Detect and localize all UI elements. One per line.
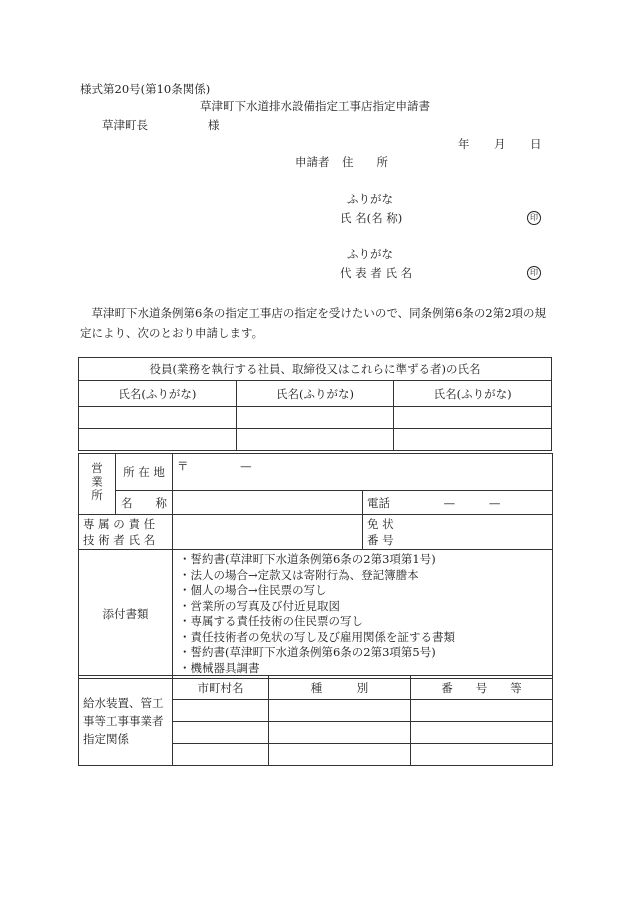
attachment-item: ・責任技術者の免状の写し及び雇用関係を証する書類: [179, 629, 455, 644]
attachments-list: [179, 552, 546, 676]
municipality-cell[interactable]: [173, 722, 269, 744]
phone-dash: —: [443, 495, 456, 510]
form-number: 様式第20号(第10条関係): [80, 82, 211, 96]
license-label-1: 免 状: [367, 517, 394, 531]
attachments-list-cell: [173, 550, 553, 679]
officers-header: 役員(業務を執行する社員、取締役又はこれらに準ずる者)の氏名: [79, 358, 552, 381]
municipality-cell[interactable]: [173, 744, 269, 766]
water-supply-table: [78, 675, 553, 766]
office-name-field[interactable]: [173, 491, 363, 515]
attachment-item: ・個人の場合→住民票の写し: [179, 583, 327, 597]
number-cell[interactable]: [411, 722, 553, 744]
number-cell[interactable]: [411, 700, 553, 722]
attachment-item: ・法人の場合→定款又は寄附行為、登記簿謄本: [179, 567, 419, 582]
office-location-label: 所 在 地: [116, 454, 173, 491]
office-name-label: 名 称: [116, 491, 173, 515]
license-number-field[interactable]: [363, 515, 553, 550]
attachment-item: ・誓約書(草津町下水道条例第6条の2第3項第1号): [179, 552, 436, 566]
engineer-name-field[interactable]: [173, 515, 363, 550]
officer-name-cell[interactable]: [236, 407, 394, 429]
seal-icon: 印: [527, 266, 541, 280]
license-label-2: 番 号: [367, 533, 394, 547]
type-cell[interactable]: [269, 700, 411, 722]
municipality-col-header: 市町村名: [173, 676, 269, 700]
applicant-label: 申請者: [295, 155, 330, 169]
officer-col-2-label: 氏名(ふりがな): [236, 381, 394, 407]
date-day-label: 日: [530, 137, 542, 151]
address-label: 住 所: [342, 155, 388, 169]
seal-icon: 印: [527, 211, 541, 225]
number-cell[interactable]: [411, 744, 553, 766]
representative-label: 代 表 者 氏 名: [340, 266, 413, 280]
officer-name-cell[interactable]: [394, 429, 552, 451]
furigana-label-representative: ふりがな: [347, 247, 393, 261]
officer-name-cell[interactable]: [394, 407, 552, 429]
date-month-label: 月: [494, 137, 506, 151]
office-table: [78, 453, 553, 679]
officer-name-cell[interactable]: [79, 429, 237, 451]
municipality-cell[interactable]: [173, 700, 269, 722]
postal-mark: 〒: [177, 459, 189, 473]
phone-dash: —: [488, 495, 501, 510]
attachment-item: ・機械器具調書: [179, 660, 260, 675]
office-group-label: 営業所: [79, 454, 116, 515]
application-statement: 草津町下水道条例第6条の指定工事店の指定を受けたいので、同条例第6条の2第2項の規定により、次のとおり申請します。: [80, 306, 547, 340]
water-supply-label: 給水装置、管工 事等工事事業者 指定関係: [79, 676, 173, 766]
attachment-item: ・営業所の写真及び付近見取図: [179, 598, 340, 613]
officer-name-cell[interactable]: [79, 407, 237, 429]
type-cell[interactable]: [269, 744, 411, 766]
officers-table: [78, 357, 552, 451]
name-label: 氏 名(名 称): [340, 211, 403, 225]
addressee-honorific: 様: [208, 118, 220, 132]
type-cell[interactable]: [269, 722, 411, 744]
addressee-name: 草津町長: [102, 118, 148, 132]
postal-dash: —: [240, 459, 252, 473]
seal-mark-representative: [527, 266, 541, 280]
office-location-field[interactable]: [173, 454, 553, 491]
officer-col-1-label: 氏名(ふりがな): [79, 381, 237, 407]
document-title: 草津町下水道排水設備指定工事店指定申請書: [200, 99, 430, 113]
type-col-header: 種 別: [269, 676, 411, 700]
number-col-header: 番 号 等: [411, 676, 553, 700]
furigana-label-name: ふりがな: [347, 192, 393, 206]
date-year-label: 年: [458, 137, 470, 151]
phone-label: 電話: [367, 495, 390, 510]
seal-mark-name: [527, 211, 541, 225]
office-phone-field[interactable]: [363, 491, 553, 515]
engineer-label: 専 属 の 責 任 技 術 者 氏 名: [79, 515, 173, 550]
attachment-item: ・誓約書(草津町下水道条例第6条の2第3項第5号): [179, 645, 436, 659]
attachments-label: 添付書類: [79, 550, 173, 679]
officer-name-cell[interactable]: [236, 429, 394, 451]
officer-col-3-label: 氏名(ふりがな): [394, 381, 552, 407]
attachment-item: ・専属する責任技術の住民票の写し: [179, 614, 363, 628]
